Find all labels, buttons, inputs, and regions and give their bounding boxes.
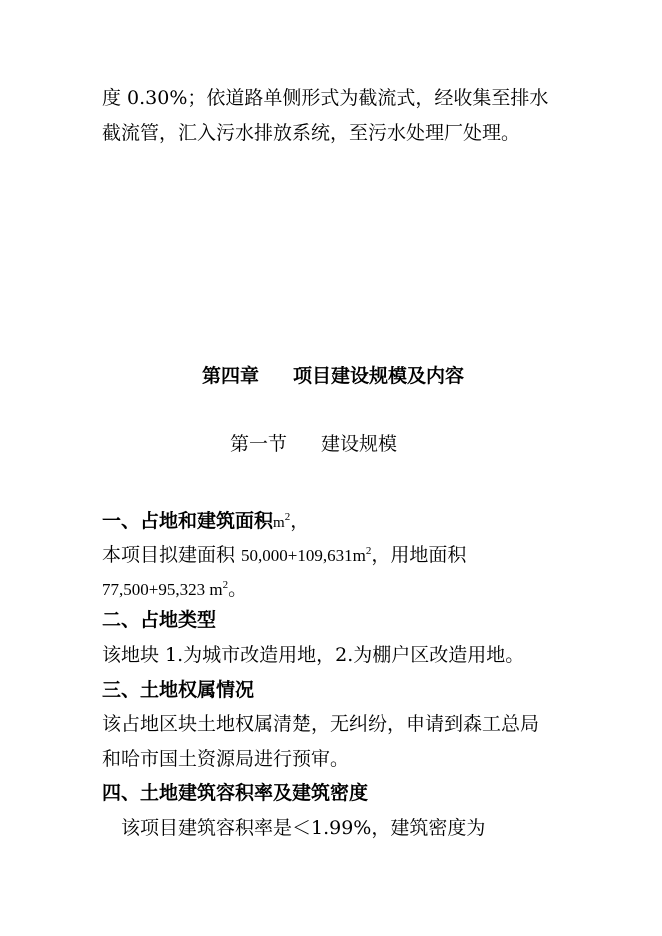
item-heading: 一、占地和建筑面积$m^2$， (102, 510, 310, 532)
chapter-title: 项目建设规模及内容 (293, 365, 465, 387)
item-heading: 三、土地权属情况 (102, 679, 255, 701)
item-body-line: 该占地区块土地权属清楚，无纠纷，申请到森工总局 (102, 713, 540, 735)
item-heading: 四、土地建筑容积率及建筑密度 (102, 782, 369, 804)
section-heading (230, 432, 397, 456)
item-body-line: 该地块 1.为城市改造用地，2.为棚户区改造用地。 (102, 644, 525, 666)
item-body-line: 77,500+95,323 $m^2$。 (102, 578, 248, 600)
section-number: 第一节 (230, 433, 288, 455)
paragraph-line: 度 0.30%；依道路单侧形式为截流式，经收集至排水 (102, 87, 549, 109)
paragraph-line: 截流管，汇入污水排放系统，至污水处理厂处理。 (102, 122, 521, 144)
item-heading: 二、占地类型 (102, 609, 217, 631)
item-body-line: 该项目建筑容积率是＜1.99%，建筑密度为 (121, 817, 486, 839)
item-body-line: 本项目拟建面积 $50,000+109,631m^2$，用地面积 (102, 544, 467, 566)
item-body-line: 和哈市国土资源局进行预审。 (102, 748, 350, 770)
chapter-number: 第四章 (202, 365, 260, 387)
chapter-heading (202, 364, 464, 388)
section-title: 建设规模 (321, 433, 398, 455)
